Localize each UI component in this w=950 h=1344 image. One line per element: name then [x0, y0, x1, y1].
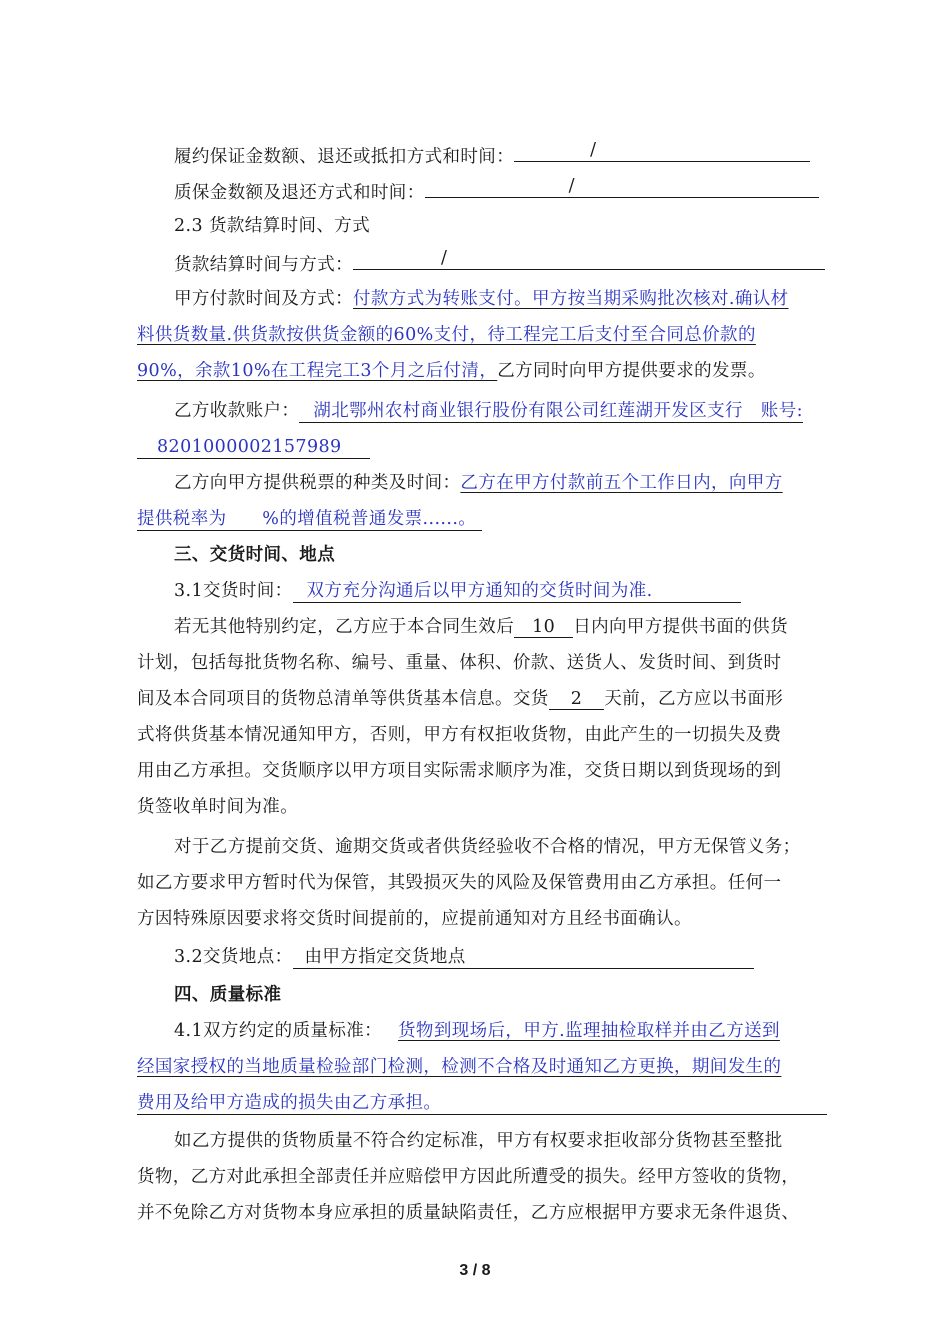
delivery-plan-text-b: 日内向甲方提供书面的供货	[573, 617, 788, 637]
warranty-deposit-blank: /	[425, 177, 819, 198]
receiving-account-line-1	[174, 398, 874, 424]
quality-clause-line-2: 货物，乙方对此承担全部责任并应赔偿甲方因此所遭受的损失。经甲方签收的货物，	[137, 1167, 800, 1187]
section-4-heading: 四、质量标准	[174, 985, 282, 1005]
quality-standard-fill-3: 费用及给甲方造成的损失由乙方承担。	[137, 1093, 827, 1115]
section-2-3-title: 2.3 货款结算时间、方式	[174, 216, 371, 236]
payment-method-fill-1: 付款方式为转账支付。甲方按当期采购批次核对.确认材	[353, 289, 789, 309]
early-delivery-line-2: 如乙方要求甲方暂时代为保管，其毁损灭失的风险及保管费用由乙方承担。任何一	[137, 873, 782, 893]
quality-standard-fill-1: 货物到现场后，甲方.监理抽检取样并由乙方送到	[398, 1021, 780, 1041]
delivery-time-fill: 双方充分沟通后以甲方通知的交货时间为准.	[293, 581, 741, 603]
delivery-plan-line-6: 货签收单时间为准。	[137, 797, 299, 817]
delivery-plan-line-2: 计划，包括每批货物名称、编号、重量、体积、价款、送货人、发货时间、到货时	[137, 653, 782, 673]
settlement-label: 货款结算时间与方式：	[174, 255, 353, 275]
page-number: 3 / 8	[459, 1262, 491, 1279]
warranty-deposit-label: 质保金数额及退还方式和时间：	[174, 183, 425, 203]
payment-method-line-2	[137, 322, 837, 348]
receiving-account-label: 乙方收款账户：	[174, 401, 300, 421]
performance-bond-line	[174, 141, 874, 170]
receiving-account-line-2	[137, 434, 837, 460]
delivery-time-line	[174, 578, 874, 604]
early-delivery-line-3: 方因特殊原因要求将交货时间提前的，应提前通知对方且经书面确认。	[137, 909, 692, 929]
quality-standard-fill-2: 经国家授权的当地质量检验部门检测，检测不合格及时通知乙方更换，期间发生的	[137, 1057, 782, 1077]
delivery-place-line	[174, 944, 874, 970]
delivery-plan-days: 10	[514, 617, 573, 638]
quality-standard-line-3	[137, 1090, 837, 1116]
performance-bond-blank: /	[514, 141, 810, 162]
quality-standard-line-2	[137, 1054, 837, 1080]
payment-method-line-3	[137, 358, 837, 384]
tax-invoice-line-2	[137, 506, 837, 532]
payment-method-fill-2: 料供货数量.供货款按供货金额的60%支付，待工程完工后支付至合同总价款的	[137, 325, 756, 345]
receiving-account-bank: 湖北鄂州农村商业银行股份有限公司红莲湖开发区支行 账号:	[299, 401, 803, 423]
delivery-plan-text-a: 若无其他特别约定，乙方应于本合同生效后	[174, 617, 515, 637]
delivery-place-fill: 由甲方指定交货地点	[293, 947, 754, 969]
delivery-time-label: 3.1交货时间：	[174, 581, 293, 601]
settlement-blank: /	[353, 249, 825, 270]
delivery-plan-line-1	[174, 614, 874, 640]
delivery-plan-line-5: 用由乙方承担。交货顺序以甲方项目实际需求顺序为准，交货日期以到货现场的到	[137, 761, 782, 781]
tax-invoice-fill-1: 乙方在甲方付款前五个工作日内，向甲方	[460, 473, 783, 493]
tax-invoice-fill-2: 提供税率为 %的增值税普通发票......。	[137, 509, 482, 531]
delivery-notice-text-b: 天前，乙方应以书面形	[604, 689, 784, 709]
payment-method-line-1	[174, 286, 874, 312]
quality-standard-line-1	[174, 1018, 874, 1044]
warranty-deposit-line	[174, 177, 874, 206]
tax-invoice-label: 乙方向甲方提供税票的种类及时间：	[174, 473, 461, 493]
settlement-line	[174, 249, 874, 278]
tax-invoice-line-1	[174, 470, 874, 496]
quality-standard-label: 4.1双方约定的质量标准：	[174, 1021, 383, 1041]
delivery-notice-text-a: 间及本合同项目的货物总清单等供货基本信息。交货	[137, 689, 549, 709]
delivery-place-label: 3.2交货地点：	[174, 947, 293, 967]
early-delivery-line-1: 对于乙方提前交货、逾期交货或者供货经验收不合格的情况，甲方无保管义务；	[174, 837, 801, 857]
delivery-plan-line-3	[137, 686, 837, 712]
payment-method-fill-3: 90%，余款10%在工程完工3个月之后付清，	[137, 361, 498, 381]
section-3-heading: 三、交货时间、地点	[174, 545, 336, 565]
delivery-notice-days: 2	[549, 689, 605, 710]
receiving-account-number: 8201000002157989	[137, 437, 370, 459]
quality-clause-line-1: 如乙方提供的货物质量不符合约定标准，甲方有权要求拒收部分货物甚至整批	[174, 1131, 783, 1151]
delivery-plan-line-4: 式将供货基本情况通知甲方，否则，甲方有权拒收货物，由此产生的一切损失及费	[137, 725, 782, 745]
payment-method-label: 甲方付款时间及方式：	[174, 289, 353, 309]
quality-clause-line-3: 并不免除乙方对货物本身应承担的质量缺陷责任，乙方应根据甲方要求无条件退货、	[137, 1203, 800, 1223]
performance-bond-label: 履约保证金数额、退还或抵扣方式和时间：	[174, 147, 515, 167]
payment-method-tail: 乙方同时向甲方提供要求的发票。	[497, 361, 766, 381]
